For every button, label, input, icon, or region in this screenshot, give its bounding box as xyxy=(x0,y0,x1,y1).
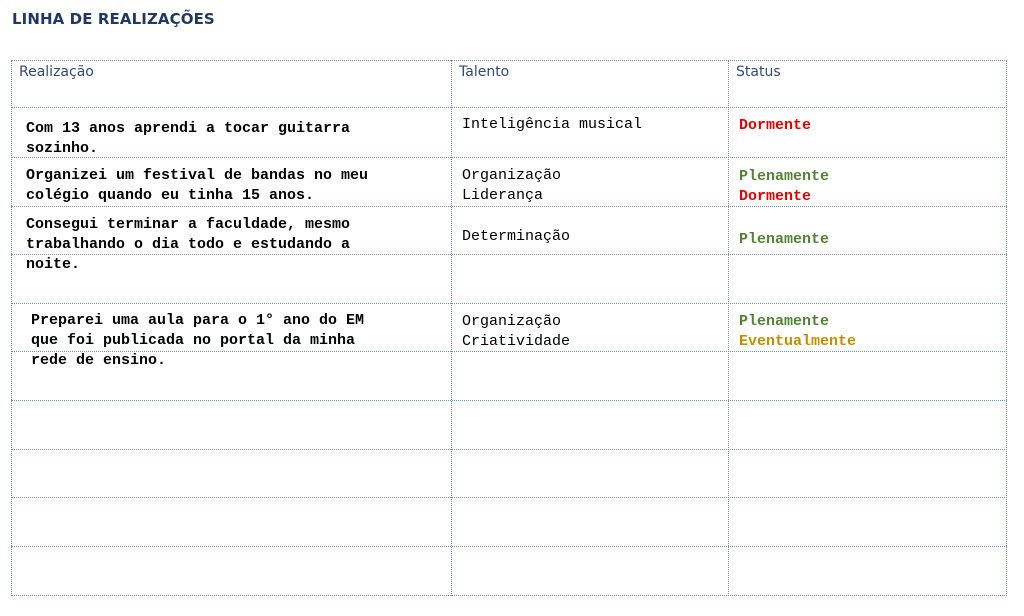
talent-text: Criatividade xyxy=(462,333,571,350)
header-status: Status xyxy=(736,64,781,80)
status-plenamente: Plenamente xyxy=(739,168,830,185)
column-divider xyxy=(451,60,452,596)
status-eventualmente: Eventualmente xyxy=(739,333,857,350)
table-border-bottom xyxy=(11,595,1007,596)
row-divider xyxy=(11,206,1007,207)
row-divider xyxy=(11,546,1007,547)
talent-text: Inteligência musical xyxy=(462,116,643,133)
achievement-text: Com 13 anos aprendi a tocar guitarra sozinho. xyxy=(26,120,351,157)
achievement-text: Consegui terminar a faculdade, mesmo trabalhando o dia todo e estudando a noite. xyxy=(26,216,351,273)
status-plenamente: Plenamente xyxy=(739,313,830,330)
talent-text: Determinação xyxy=(462,228,571,245)
column-divider xyxy=(728,60,729,596)
row-divider xyxy=(11,107,1007,108)
achievement-text: Preparei uma aula para o 1° ano do EM que foi publicada no portal da minha rede de ensino. xyxy=(31,312,365,369)
row-divider xyxy=(11,497,1007,498)
status-dormente: Dormente xyxy=(739,188,812,205)
header-realizacao: Realização xyxy=(19,64,94,80)
talent-text: Organização xyxy=(462,167,562,184)
talent-text: Liderança xyxy=(462,187,544,204)
achievement-text: Organizei um festival de bandas no meu colégio quando eu tinha 15 anos. xyxy=(26,167,369,204)
row-divider xyxy=(11,303,1007,304)
status-dormente: Dormente xyxy=(739,117,812,134)
table-border-top xyxy=(11,60,1007,61)
row-divider xyxy=(11,449,1007,450)
status-plenamente: Plenamente xyxy=(739,231,830,248)
page-title: LINHA DE REALIZAÇÕES xyxy=(12,10,215,28)
achievements-table xyxy=(11,60,1007,596)
talent-text: Organização xyxy=(462,313,562,330)
column-divider xyxy=(1006,60,1007,596)
row-divider xyxy=(11,400,1007,401)
header-talento: Talento xyxy=(459,64,510,80)
column-divider xyxy=(11,60,12,596)
